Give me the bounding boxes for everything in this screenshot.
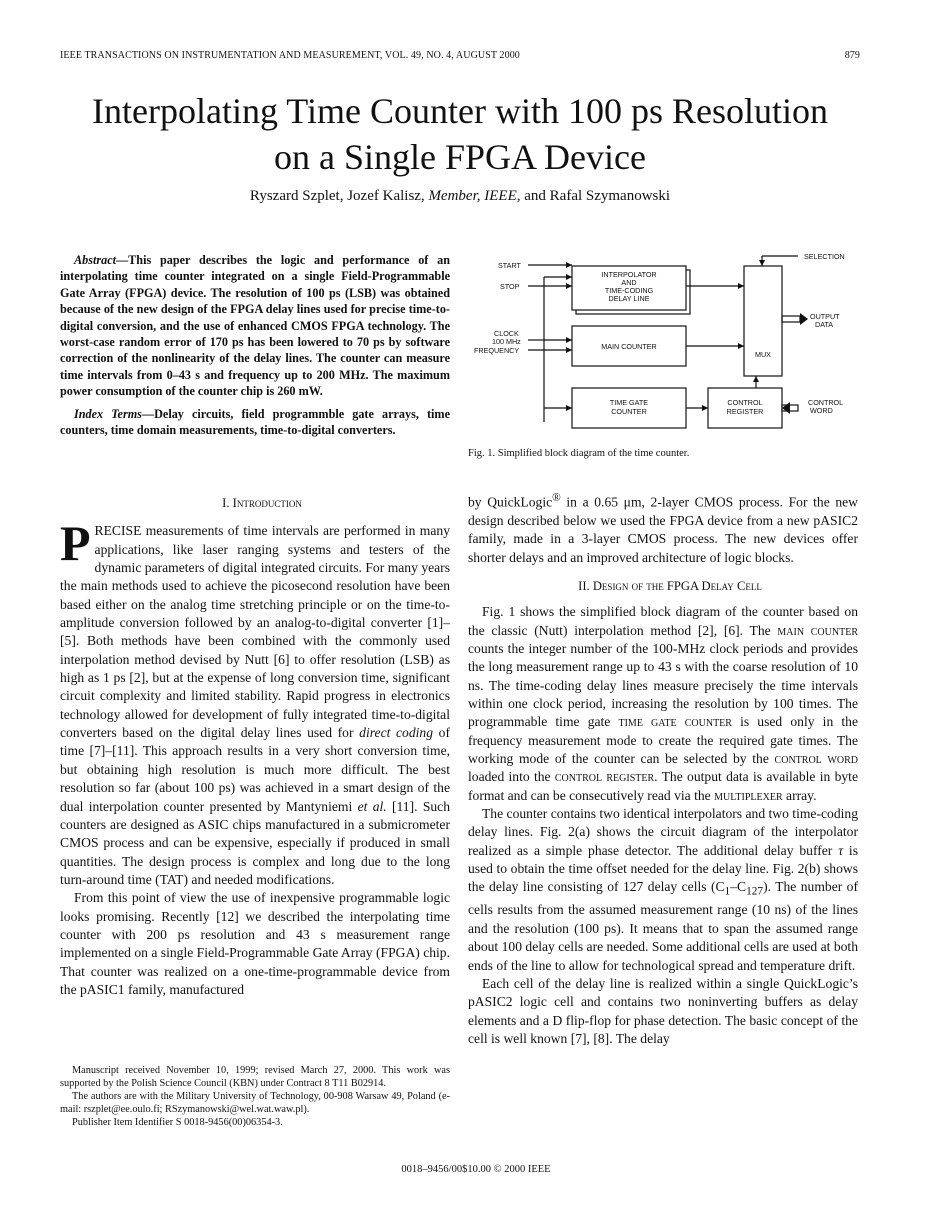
section-heading-design: II. Design of the FPGA Delay Cell [578,578,762,593]
index-terms [60,406,450,439]
dropcap: P [60,515,91,572]
page-number: 879 [844,50,860,61]
footnote-affiliation: The authors are with the Military University of Technology, 00-908 Warsaw 49, Poland (e-mail: rszplet@ee.oulo.fi; RSzymanowski@wel.wat.waw.pl). [60,1091,450,1115]
index-terms-label: Index Terms [74,406,142,421]
label-clock-freq: 100 MHz [492,337,521,346]
label-control: CONTROL [727,398,763,407]
abstract-paragraph [60,252,450,400]
label-interpolator: INTERPOLATOR [601,270,657,279]
running-head [60,50,860,61]
label-register: REGISTER [726,407,764,416]
mux-box [744,266,782,376]
abstract-label: Abstract [74,253,116,267]
label-time-gate: TIME GATE [609,398,649,407]
footnote-identifier: Publisher Item Identifier S 0018-9456(00)06354-3. [72,1117,283,1128]
authors-member: Member, IEEE, [428,188,521,204]
label-start: START [498,261,521,270]
label-clock: CLOCK [494,329,519,338]
left-column [60,494,450,999]
copyright-footer: 0018–9456/00$10.00 © 2000 IEEE [401,1164,551,1175]
journal-info: IEEE TRANSACTIONS ON INSTRUMENTATION AND MEASUREMENT, VOL. 49, NO. 4, AUGUST 2000 [60,50,520,61]
index-terms-text: —Delay circuits, field programmble gate arrays, time counters, time domain measurements, time-to-digital converters. [60,406,450,438]
col2-paragraph-0: by QuickLogic® in a 0.65 μm, 2-layer CMOS process. For the new design described below we used the FPGA device from a new pASIC2 family, made in a 3-layer CMOS process. The new devices offer shorter delays and an improved architecture of logic blocks. [468,492,858,565]
intro-paragraph-1: PRECISE measurements of time intervals are performed in many applications, like laser ranging systems and testers of the dynamic parameters of digital integrated circuits. For many years the main methods used to achieve the picosecond resolution have been based either on the analog time stretching principle or on the time-to-amplitude conversion followed by an analog-to-digital converter [1]–[5]. Both methods have been combined with the commonly used interpolation method devised by Nutt [6] to offer resolution (LSB) as high as 1 ps [2], but at the expense of long conversion time, significant circuit complexity and limited stability. Rapid progress in electronics technology allowed for development of fully integrated time-to-digital converters based on the digital delay lines used for direct coding of time [7]–[11]. This approach results in a very short conversion time, but obtaining high resolution is much more difficult. The best resolution so far (about 100 ps) was achieved in a smart design of the dual interpolation counter presented by Mantyniemi et al. [11]. Such counters are designed as ASIC chips manufactured in a submicrometer CMOS process and can be expensive, especially if produced in small quantities. The design process is complex and long due to the long turn-around time (TAT) and needed modifications. [60,515,451,887]
authors-part-2: and Rafal Szymanowski [524,188,671,204]
label-counter: COUNTER [611,407,647,416]
label-main-counter: MAIN COUNTER [601,342,657,351]
intro-paragraph-2: From this point of view the use of inexpensive programmable logic looks promising. Recently [12] we described the interpolating time counter with 200 ps resolution and 43 s measurement range implemented on a single Field-Programmable Gate Array (FPGA) chip. That counter was realized on a one-time-programmable device from the pASIC1 family, manufactured [60,890,450,997]
label-selection: SELECTION [804,252,845,261]
figure-caption: Fig. 1. Simplified block diagram of the time counter. [468,448,690,459]
col2-paragraph-2: The counter contains two identical interpolators and two time-coding delay lines. Fig. 2(a) shows the circuit diagram of the interpolator realized as a simple phase detector. The additional delay buffer τ is used to obtain the time offset needed for the delay line. Fig. 2(b) shows the delay line consisting of 127 delay cells $(C_1-C_{127})$. The number of cells results from the assumed measurement range (10 ns) of the lines and the resolution (100 ps). It means that to span the assumed range about 100 delay cells are needed. Some additional cells are used at both ends of the line to allow for technological spread and temperature drift. [468,806,859,973]
footnote [60,1064,450,1129]
title-line-2: on a Single FPGA Device [274,137,646,177]
abstract-text: —This paper describes the logic and performance of an interpolating time counter integrated on a single Field-Programmable Gate Array (FPGA) device. The resolution of 100 ps (LSB) was obtained because of the new design of the FPGA delay lines used for precise time-to-digital conversion, and the use of enhanced CMOS FPGA technology. The worst-case random error of 170 ps has been lowered to 70 ps by software correction of the nonlinearity of the delay lines. The counter can measure time intervals from 0–43 s and frequency up to 200 MHz. The maximum power consumption of the counter chip is 260 mW. [60,253,450,399]
authors-part-1: Ryszard Szplet, Jozef Kalisz, [249,188,425,204]
label-stop: STOP [500,282,520,291]
right-column [468,489,858,1048]
block-diagram-figure [468,250,868,436]
label-data: DATA [815,320,834,329]
col2-paragraph-3: Each cell of the delay line is realized within a single QuickLogic’s pASIC2 logic cell and contains two noninverting buffers as delay elements and a D flip-flop for phase detection. The basic concept of the cell is well known [7], [8]. The delay [468,975,858,1046]
section-heading-introduction: I. Introduction [222,496,302,510]
title-line-1: Interpolating Time Counter with 100 ps Resolution [92,91,828,131]
paper-title [40,88,880,180]
label-time-coding: TIME-CODING [604,286,654,295]
authors [40,188,880,205]
label-control-word-2: WORD [810,406,833,415]
label-control-word-1: CONTROL [808,398,844,407]
label-delay-line: DELAY LINE [608,294,650,303]
label-and: AND [621,278,637,287]
label-output: OUTPUT [810,312,840,321]
col2-paragraph-1: Fig. 1 shows the simplified block diagram of the counter based on the classic (Nutt) interpolation method [2], [6]. The main counter counts the integer number of the 100-MHz clock periods and provides the long measurement range up to 43 s with the coarse resolution of 10 ns. The time-coding delay lines measure precisely the time intervals within one clock period, increasing the resolution by 100 times. The programmable time gate time gate counter is used only in the frequency measurement mode to create the required gate times. The working mode of the counter can be selected by the control word loaded into the control register. The output data is available in byte format and can be consecutively read via the multiplexer array. [468,604,858,803]
label-frequency: FREQUENCY [474,346,520,355]
label-mux: MUX [755,350,771,359]
footnote-manuscript: Manuscript received November 10, 1999; revised March 27, 2000. This work was supported by the Polish Science Council (KBN) under Contract 8 T11 B02914. [60,1065,450,1089]
abstract [60,252,450,438]
